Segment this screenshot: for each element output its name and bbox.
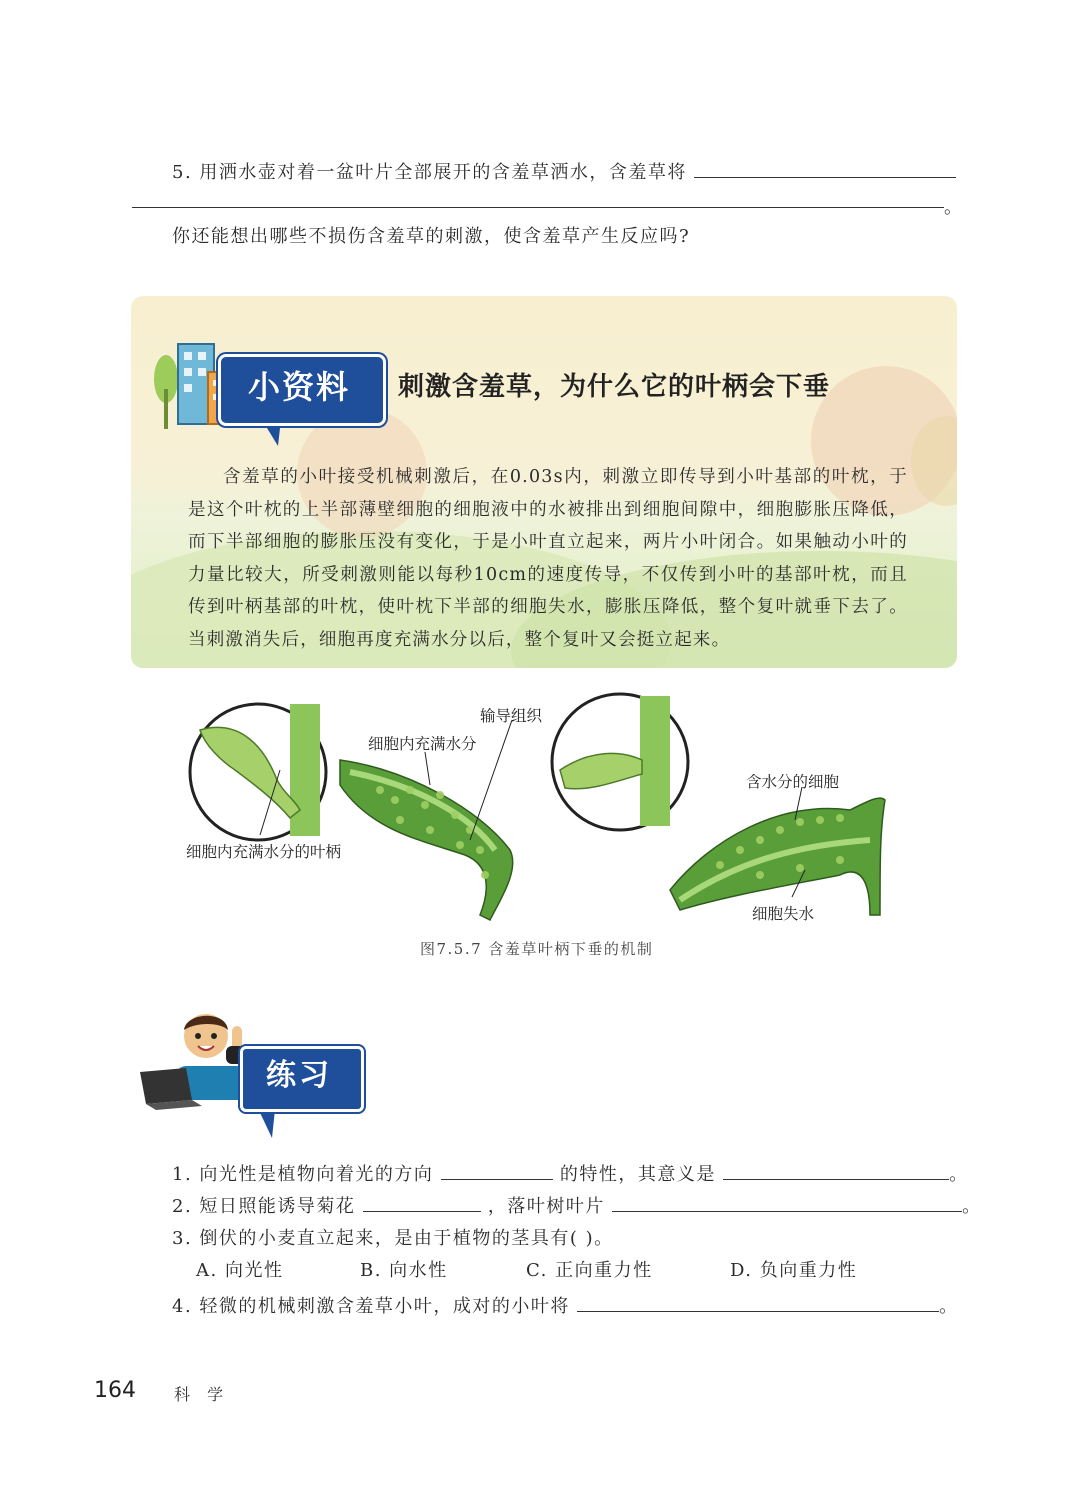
exercise-q2-part2: ，落叶树叶片 xyxy=(487,1196,605,1217)
label-petiole-full-water: 细胞内充满水分的叶柄 xyxy=(186,843,342,861)
question-5-text: 5. 用洒水壶对着一盆叶片全部展开的含羞草洒水，含羞草将 xyxy=(172,162,687,183)
label-water-cells: 含水分的细胞 xyxy=(746,773,840,791)
exercise-q1 xyxy=(172,1160,969,1186)
subject-label: 科 学 xyxy=(174,1385,230,1404)
exercise-q4-text: 4. 轻微的机械刺激含羞草小叶，成对的小叶将 xyxy=(172,1296,570,1317)
option-d: D. 负向重力性 xyxy=(730,1260,858,1281)
exercise-q4 xyxy=(172,1292,959,1318)
question-5 xyxy=(172,158,956,184)
info-badge-label: 小资料 xyxy=(247,368,350,406)
answer-blank-line[interactable] xyxy=(132,207,944,208)
exercise-q1-part1: 1. 向光性是植物向着光的方向 xyxy=(172,1164,434,1185)
option-b: B. 向水性 xyxy=(360,1260,448,1281)
figure-caption: 图7.5.7 含羞草叶柄下垂的机制 xyxy=(420,940,654,958)
answer-blank[interactable] xyxy=(612,1193,962,1212)
page-number: 164 xyxy=(94,1378,136,1403)
option-a: A. 向光性 xyxy=(196,1260,284,1281)
info-title: 刺激含羞草，为什么它的叶柄会下垂 xyxy=(398,372,831,402)
info-paragraph: 含羞草的小叶接受机械刺激后，在0.03s内，刺激立即传导到小叶基部的叶枕，于是这个叶枕的上半部薄壁细胞的细胞液中的水被排出到细胞间隙中，细胞膨胀压降低，而下半部细胞的膨胀压没有变化，于是小叶直立起来，两片小叶闭合。如果触动小叶的力量比较大，所受刺激则能以每秒10cm的速度传导，不仅传到小叶的基部叶枕，而且传到叶柄基部的叶枕，使叶枕下半部的细胞失水，膨胀压降低，整个复叶就垂下去了。当刺激消失后，细胞再度充满水分以后，整个复叶又会挺立起来。 xyxy=(188,467,908,650)
exercise-q2 xyxy=(172,1192,982,1218)
exercise-q1-part2: 的特性，其意义是 xyxy=(559,1164,716,1185)
option-c: C. 正向重力性 xyxy=(526,1260,653,1281)
label-conducting-tissue: 输导组织 xyxy=(480,707,543,725)
answer-blank[interactable] xyxy=(694,159,956,178)
exercise-q2-part1: 2. 短日照能诱导菊花 xyxy=(172,1196,356,1217)
exercise-q4-end: 。 xyxy=(939,1296,959,1317)
exercise-q1-end: 。 xyxy=(949,1164,969,1185)
exercise-q3: 3. 倒伏的小麦直立起来，是由于植物的茎具有( )。 xyxy=(172,1228,614,1249)
exercise-q2-end: 。 xyxy=(962,1196,982,1217)
follow-up-question: 你还能想出哪些不损伤含羞草的刺激，使含羞草产生反应吗? xyxy=(172,226,691,247)
question-5-end: 。 xyxy=(944,197,964,218)
answer-blank[interactable] xyxy=(723,1161,949,1180)
exercise-badge-label: 练习 xyxy=(266,1058,332,1093)
answer-blank[interactable] xyxy=(577,1293,939,1312)
answer-blank[interactable] xyxy=(363,1193,481,1212)
label-cells-lose-water: 细胞失水 xyxy=(752,905,815,923)
mimosa-petiole-diagram xyxy=(180,690,920,930)
label-cells-full-water: 细胞内充满水分 xyxy=(368,735,477,753)
answer-blank[interactable] xyxy=(441,1161,553,1180)
